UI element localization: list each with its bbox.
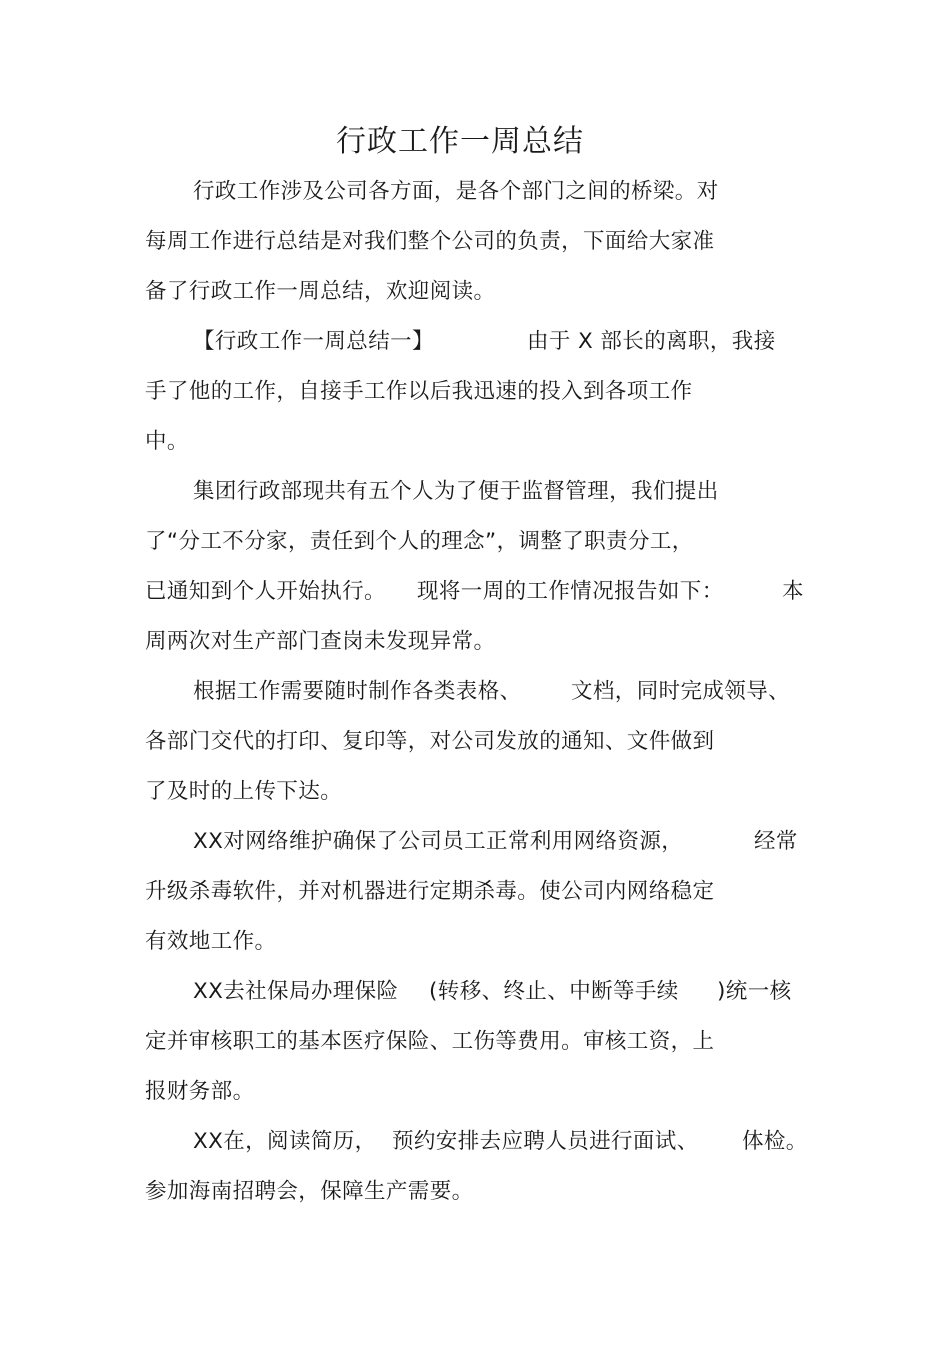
text-line: XX对网络维护确保了公司员工正常利用网络资源， bbox=[193, 829, 684, 854]
text-line: 根据工作需要随时制作各类表格、 bbox=[193, 679, 522, 704]
text-line: 由于 X 部长的离职，我接 bbox=[527, 329, 776, 354]
text-line: 报财务部。 bbox=[145, 1079, 255, 1104]
text-line: 升级杀毒软件，并对机器进行定期杀毒。使公司内网络稳定 bbox=[145, 879, 715, 904]
text-line: 手了他的工作，自接手工作以后我迅速的投入到各项工作 bbox=[145, 379, 693, 404]
text-line: 每周工作进行总结是对我们整个公司的负责，下面给大家准 bbox=[145, 229, 715, 254]
text-line: 定并审核职工的基本医疗保险、工伤等费用。审核工资，上 bbox=[145, 1029, 715, 1054]
section-heading: 【行政工作一周总结一】 bbox=[193, 329, 434, 354]
text-line: 现将一周的工作情况报告如下： bbox=[417, 579, 724, 604]
text-line: 备了行政工作一周总结，欢迎阅读。 bbox=[145, 279, 496, 304]
text-line: XX在，阅读简历， bbox=[193, 1129, 377, 1154]
text-line: 周两次对生产部门查岗未发现异常。 bbox=[145, 629, 496, 654]
text-line: XX去社保局办理保险 bbox=[193, 979, 399, 1004]
text-line: 有效地工作。 bbox=[145, 929, 277, 954]
text-line: )统一核 bbox=[717, 979, 792, 1004]
text-line: 本 bbox=[782, 579, 804, 604]
text-line: 经常 bbox=[754, 829, 798, 854]
text-line: 集团行政部现共有五个人为了便于监督管理，我们提出 bbox=[193, 479, 719, 504]
text-line: 参加海南招聘会，保障生产需要。 bbox=[145, 1179, 474, 1204]
text-line: 了及时的上传下达。 bbox=[145, 779, 343, 804]
text-line: 各部门交代的打印、复印等，对公司发放的通知、文件做到 bbox=[145, 729, 715, 754]
text-line: (转移、终止、中断等手续 bbox=[429, 979, 679, 1004]
document-title: 行政工作一周总结 bbox=[336, 124, 584, 159]
text-line: 文档，同时完成领导、 bbox=[571, 679, 791, 704]
text-line: 中。 bbox=[145, 429, 189, 454]
text-line: 已通知到个人开始执行。 bbox=[145, 579, 386, 604]
text-line: 了“分工不分家，责任到个人的理念”，调整了职责分工， bbox=[145, 529, 694, 554]
text-line: 体检。 bbox=[742, 1129, 808, 1154]
text-line: 预约安排去应聘人员进行面试、 bbox=[392, 1129, 699, 1154]
text-line: 行政工作涉及公司各方面，是各个部门之间的桥梁。对 bbox=[193, 179, 719, 204]
